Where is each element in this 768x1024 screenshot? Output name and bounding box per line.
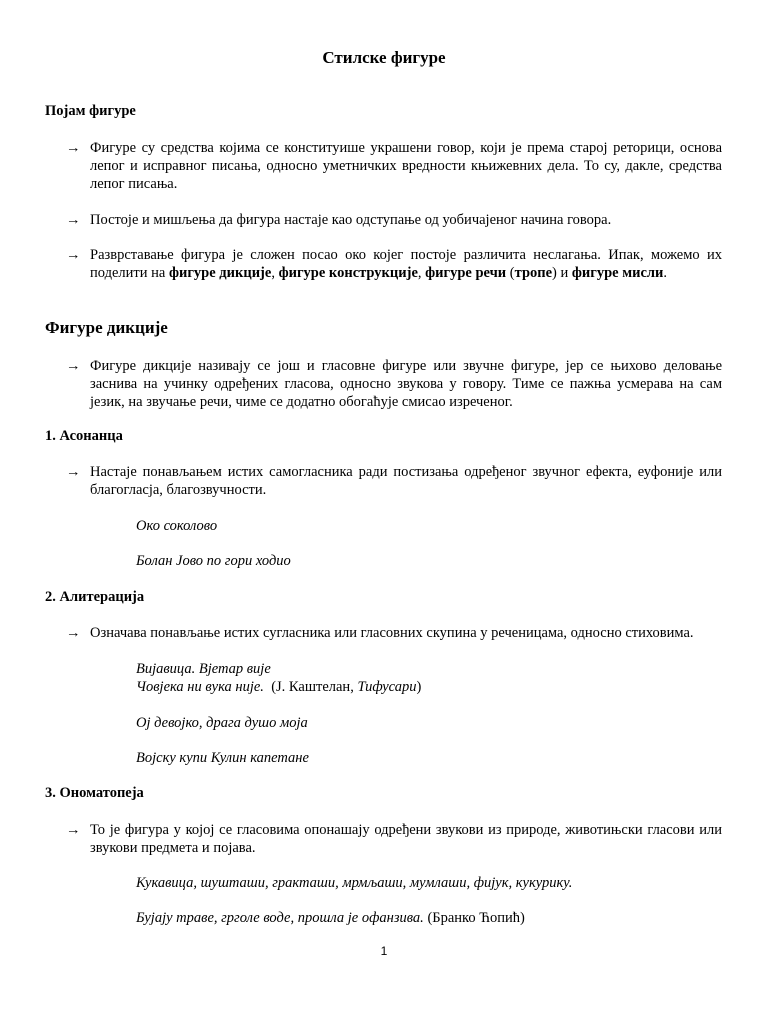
figure-type-words: фигуре речи: [425, 265, 507, 281]
list-item: [66, 357, 722, 411]
example-source: (Бранко Ћопић): [427, 910, 525, 926]
section-heading-dikcija: Фигуре дикције: [45, 318, 168, 337]
example-verse: Војску купи Кулин капетане: [136, 750, 309, 766]
document-title: Стилске фигуре: [322, 48, 446, 67]
list-item: [66, 139, 722, 193]
list-item-text: Означава понављање истих сугласника или гласовних скупина у реченицама, односно стиховима.: [90, 625, 694, 641]
list-item-text: Настаје понављањем истих самогласника ради постизања одређеног звучног ефекта, еуфоније или благогласја, благозвучности.: [90, 464, 722, 498]
section-heading-onomatopeja: 3. Ономатопеја: [45, 785, 144, 801]
list-item-text: Фигуре дикције називају се још и гласовне фигуре или звучне фигуре, јер се њихово деловање заснива на учинку одређених гласова, односно звукова у говору. Тиме се пажња усмерава на сам језик, на звучање речи, чиме се додатно обогаћује смисао изреченог.: [90, 358, 722, 410]
list-item-text: Фигуре су средства којима се конституише украшени говор, који је према старој реторици, основа лепог и исправног писања, односно уметничких вредности књижевних дела. То су, дакле, средства лепог писања.: [90, 140, 722, 192]
arrow-bullet-icon: →: [66, 625, 81, 641]
list-item: [66, 463, 722, 499]
page-number: 1: [380, 944, 388, 958]
example-verse: Око соколово: [136, 518, 218, 534]
arrow-bullet-icon: →: [66, 247, 81, 263]
example-verse: Кукавица, шушташи, гракташи, мрмљаши, мумлаши, фијук, кукурику.: [136, 875, 573, 891]
example-verse: Ој девојко, драга душо моја: [136, 715, 308, 731]
arrow-bullet-icon: →: [66, 358, 81, 374]
figure-type-diction: фигуре дикције: [168, 265, 272, 281]
example-verse: Човјека ни вука није. (Ј. Каштелан, Тифусари): [136, 679, 422, 695]
example-source: (Ј. Каштелан,: [271, 679, 358, 695]
section-heading-asonanca: 1. Асонанца: [45, 428, 123, 444]
list-item: [66, 246, 722, 282]
arrow-bullet-icon: →: [66, 822, 81, 838]
example-verse: Бујају траве, грголе воде, прошла је офанзива. (Бранко Ћопић): [136, 910, 525, 926]
figure-type-tropes: тропе: [514, 265, 553, 281]
list-item-text: Разврставање фигура је сложен посао око којег постоје различита неслагања. Ипак, можемо их поделити на фигуре дикције, фигуре конструкције, фигуре речи (тропе) и фигуре мисли.: [90, 247, 722, 281]
figure-type-thought: фигуре мисли: [571, 265, 664, 281]
list-item-text: То је фигура у којој се гласовима опонашају одређени звукови из природе, животињски гласови или звукови предмета и појава.: [90, 822, 722, 856]
arrow-bullet-icon: →: [66, 212, 81, 228]
example-work-title: Тифусари: [357, 679, 417, 695]
section-heading-pojam: Појам фигуре: [45, 103, 136, 119]
arrow-bullet-icon: →: [66, 464, 81, 480]
list-item-text: Постоје и мишљења да фигура настаје као одступање од уобичајеног начина говора.: [90, 212, 612, 228]
list-item: [66, 821, 722, 857]
example-verse: Болан Јово по гори ходио: [136, 553, 291, 569]
example-verse: Вијавица. Вјетар вије: [136, 661, 271, 677]
list-item: [66, 211, 722, 229]
section-heading-aliteracija: 2. Алитерација: [45, 589, 145, 605]
list-item: [66, 624, 722, 642]
figure-type-construction: фигуре конструкције: [278, 265, 418, 281]
arrow-bullet-icon: →: [66, 140, 81, 156]
